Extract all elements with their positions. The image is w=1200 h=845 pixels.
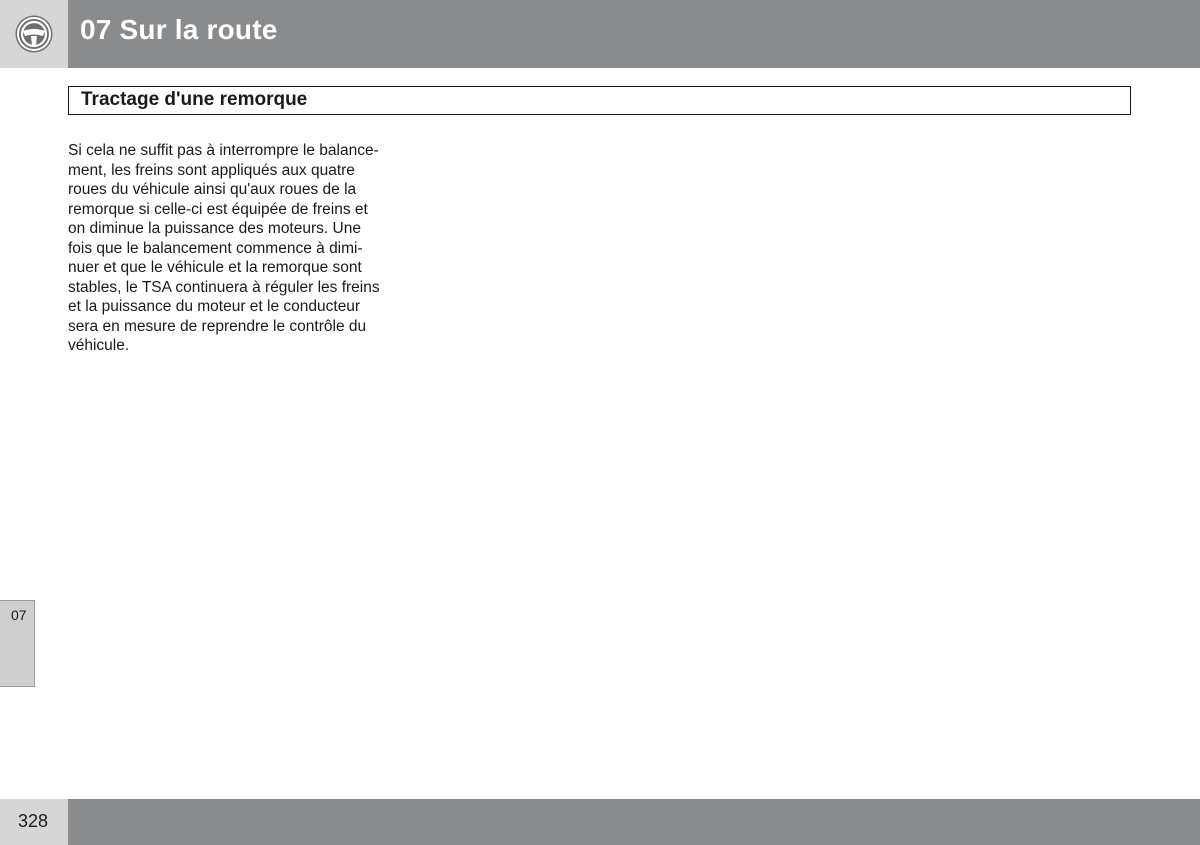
body-line: sera en mesure de reprendre le contrôle du — [68, 317, 367, 335]
body-line: on diminue la puissance des moteurs. Une — [68, 220, 361, 237]
section-heading-box — [68, 86, 1131, 115]
page-number-area — [0, 799, 68, 845]
body-line: roues du véhicule ainsi qu'aux roues de la — [68, 181, 357, 198]
chapter-title: 07 Sur la route — [80, 14, 278, 45]
body-line: ment, les freins sont appliqués aux quatre — [68, 161, 355, 179]
footer-bar — [68, 799, 1200, 845]
body-line: Si cela ne suffit pas à interrompre le balance- — [68, 142, 379, 159]
body-line: véhicule. — [68, 337, 130, 354]
body-line: et la puissance du moteur et le conducteur — [68, 298, 361, 315]
section-title: Tractage d'une remorque — [81, 89, 308, 110]
body-paragraph — [68, 141, 408, 356]
body-line: nuer et que le véhicule et la remorque sont — [68, 259, 362, 276]
body-line: fois que le balancement commence à dimi- — [68, 239, 363, 257]
steering-wheel-icon — [14, 14, 54, 54]
chapter-side-tab — [0, 600, 35, 687]
chapter-tab-label: 07 — [11, 607, 27, 623]
header-icon-area — [0, 0, 68, 68]
body-line: remorque si celle-ci est équipée de freins et — [68, 200, 368, 218]
page-number: 328 — [18, 811, 49, 831]
body-line: stables, le TSA continuera à réguler les freins — [68, 278, 380, 296]
